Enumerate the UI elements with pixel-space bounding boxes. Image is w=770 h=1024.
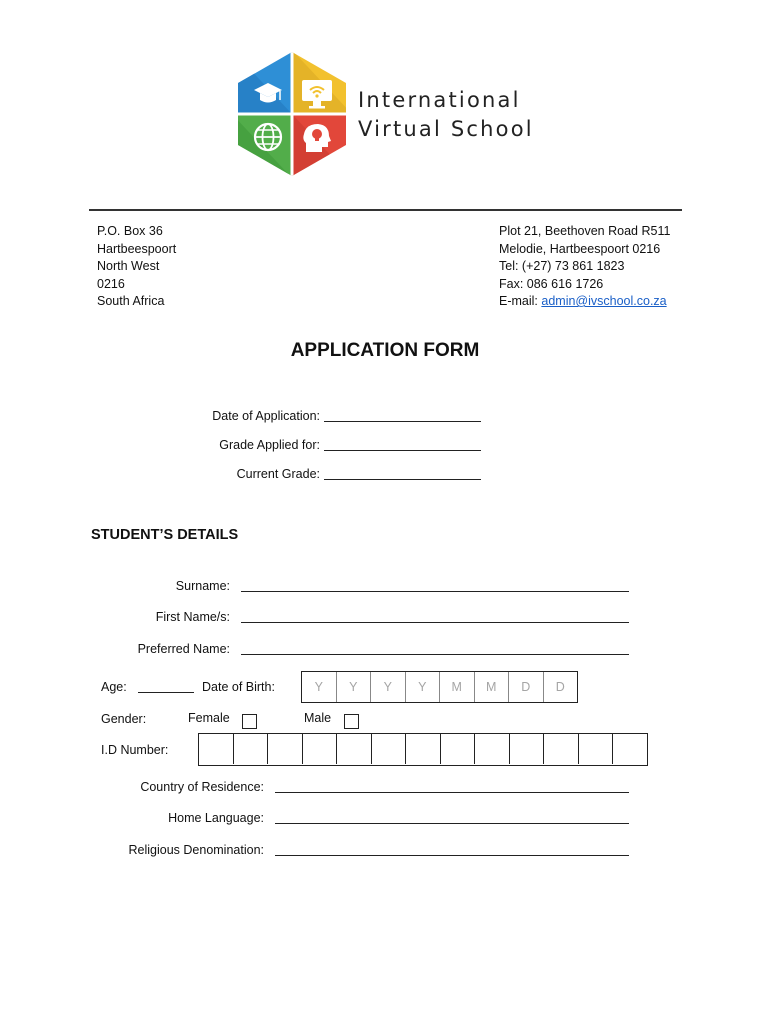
postal-address-line: North West bbox=[97, 259, 160, 273]
age-field[interactable] bbox=[138, 681, 194, 693]
first-names-label: First Name/s: bbox=[155, 610, 230, 624]
home-language-field[interactable] bbox=[275, 812, 629, 824]
id-number-boxes[interactable] bbox=[198, 733, 648, 766]
brand-line-1: International bbox=[358, 88, 521, 112]
school-logo bbox=[232, 50, 352, 178]
dob-year-box[interactable]: Y bbox=[302, 672, 337, 702]
id-digit-box[interactable] bbox=[510, 734, 545, 764]
country-of-residence-label: Country of Residence: bbox=[140, 780, 264, 794]
country-of-residence-field[interactable] bbox=[275, 781, 629, 793]
id-digit-box[interactable] bbox=[544, 734, 579, 764]
id-digit-box[interactable] bbox=[475, 734, 510, 764]
postal-address-line: South Africa bbox=[97, 294, 165, 308]
dob-year-box[interactable]: Y bbox=[337, 672, 372, 702]
gender-label: Gender: bbox=[101, 712, 147, 726]
street-address: Plot 21, Beethoven Road R511 bbox=[499, 224, 671, 238]
current-grade-label: Current Grade: bbox=[236, 467, 320, 481]
id-number-label: I.D Number: bbox=[101, 743, 169, 757]
preferred-name-field[interactable] bbox=[241, 643, 629, 655]
surname-field[interactable] bbox=[241, 580, 629, 592]
dob-month-box[interactable]: M bbox=[440, 672, 475, 702]
header-divider bbox=[89, 209, 682, 211]
preferred-name-label: Preferred Name: bbox=[137, 642, 230, 656]
id-digit-box[interactable] bbox=[234, 734, 269, 764]
dob-month-box[interactable]: M bbox=[475, 672, 510, 702]
postal-address-line: Hartbeespoort bbox=[97, 241, 177, 256]
id-digit-box[interactable] bbox=[268, 734, 303, 764]
fax: Fax: 086 616 1726 bbox=[499, 276, 604, 291]
male-checkbox[interactable] bbox=[344, 714, 359, 729]
grade-applied-field[interactable] bbox=[324, 439, 481, 451]
female-checkbox[interactable] bbox=[242, 714, 257, 729]
postal-address-line: P.O. Box 36 bbox=[97, 224, 163, 238]
email-row bbox=[499, 293, 670, 311]
date-of-application-field[interactable] bbox=[324, 410, 481, 422]
physical-address bbox=[499, 223, 670, 311]
date-of-birth-boxes[interactable] bbox=[301, 671, 578, 703]
home-language-label: Home Language: bbox=[168, 811, 264, 825]
religious-denomination-field[interactable] bbox=[275, 844, 629, 856]
dob-year-box[interactable]: Y bbox=[371, 672, 406, 702]
date-of-birth-label: Date of Birth: bbox=[202, 680, 275, 694]
postal-address-line: 0216 bbox=[97, 276, 125, 291]
id-digit-box[interactable] bbox=[372, 734, 407, 764]
id-digit-box[interactable] bbox=[199, 734, 234, 764]
current-grade-field[interactable] bbox=[324, 468, 481, 480]
grade-applied-label: Grade Applied for: bbox=[219, 438, 320, 452]
religious-denomination-label: Religious Denomination: bbox=[128, 843, 264, 857]
students-details-heading: STUDENT’S DETAILS bbox=[91, 527, 239, 543]
dob-year-box[interactable]: Y bbox=[406, 672, 441, 702]
suburb-address: Melodie, Hartbeespoort 0216 bbox=[499, 241, 661, 256]
form-title: APPLICATION FORM bbox=[290, 340, 480, 361]
age-label: Age: bbox=[101, 680, 127, 694]
dob-day-box[interactable]: D bbox=[555, 680, 565, 694]
dob-day-box[interactable]: D bbox=[509, 672, 544, 702]
male-label: Male bbox=[304, 711, 332, 725]
id-digit-box[interactable] bbox=[303, 734, 338, 764]
date-of-application-label: Date of Application: bbox=[212, 409, 320, 423]
id-digit-box[interactable] bbox=[441, 734, 476, 764]
brand-line-2: Virtual School bbox=[358, 117, 534, 141]
id-digit-box[interactable] bbox=[613, 734, 647, 764]
female-label: Female bbox=[188, 711, 230, 725]
id-digit-box[interactable] bbox=[337, 734, 372, 764]
surname-label: Surname: bbox=[175, 579, 230, 593]
postal-address bbox=[97, 223, 176, 311]
id-digit-box[interactable] bbox=[579, 734, 614, 764]
telephone: Tel: (+27) 73 861 1823 bbox=[499, 259, 625, 273]
email-link[interactable]: admin@ivschool.co.za bbox=[541, 294, 667, 308]
brand-name bbox=[358, 86, 534, 144]
email-label: E-mail: bbox=[499, 294, 542, 308]
id-digit-box[interactable] bbox=[406, 734, 441, 764]
first-names-field[interactable] bbox=[241, 611, 629, 623]
